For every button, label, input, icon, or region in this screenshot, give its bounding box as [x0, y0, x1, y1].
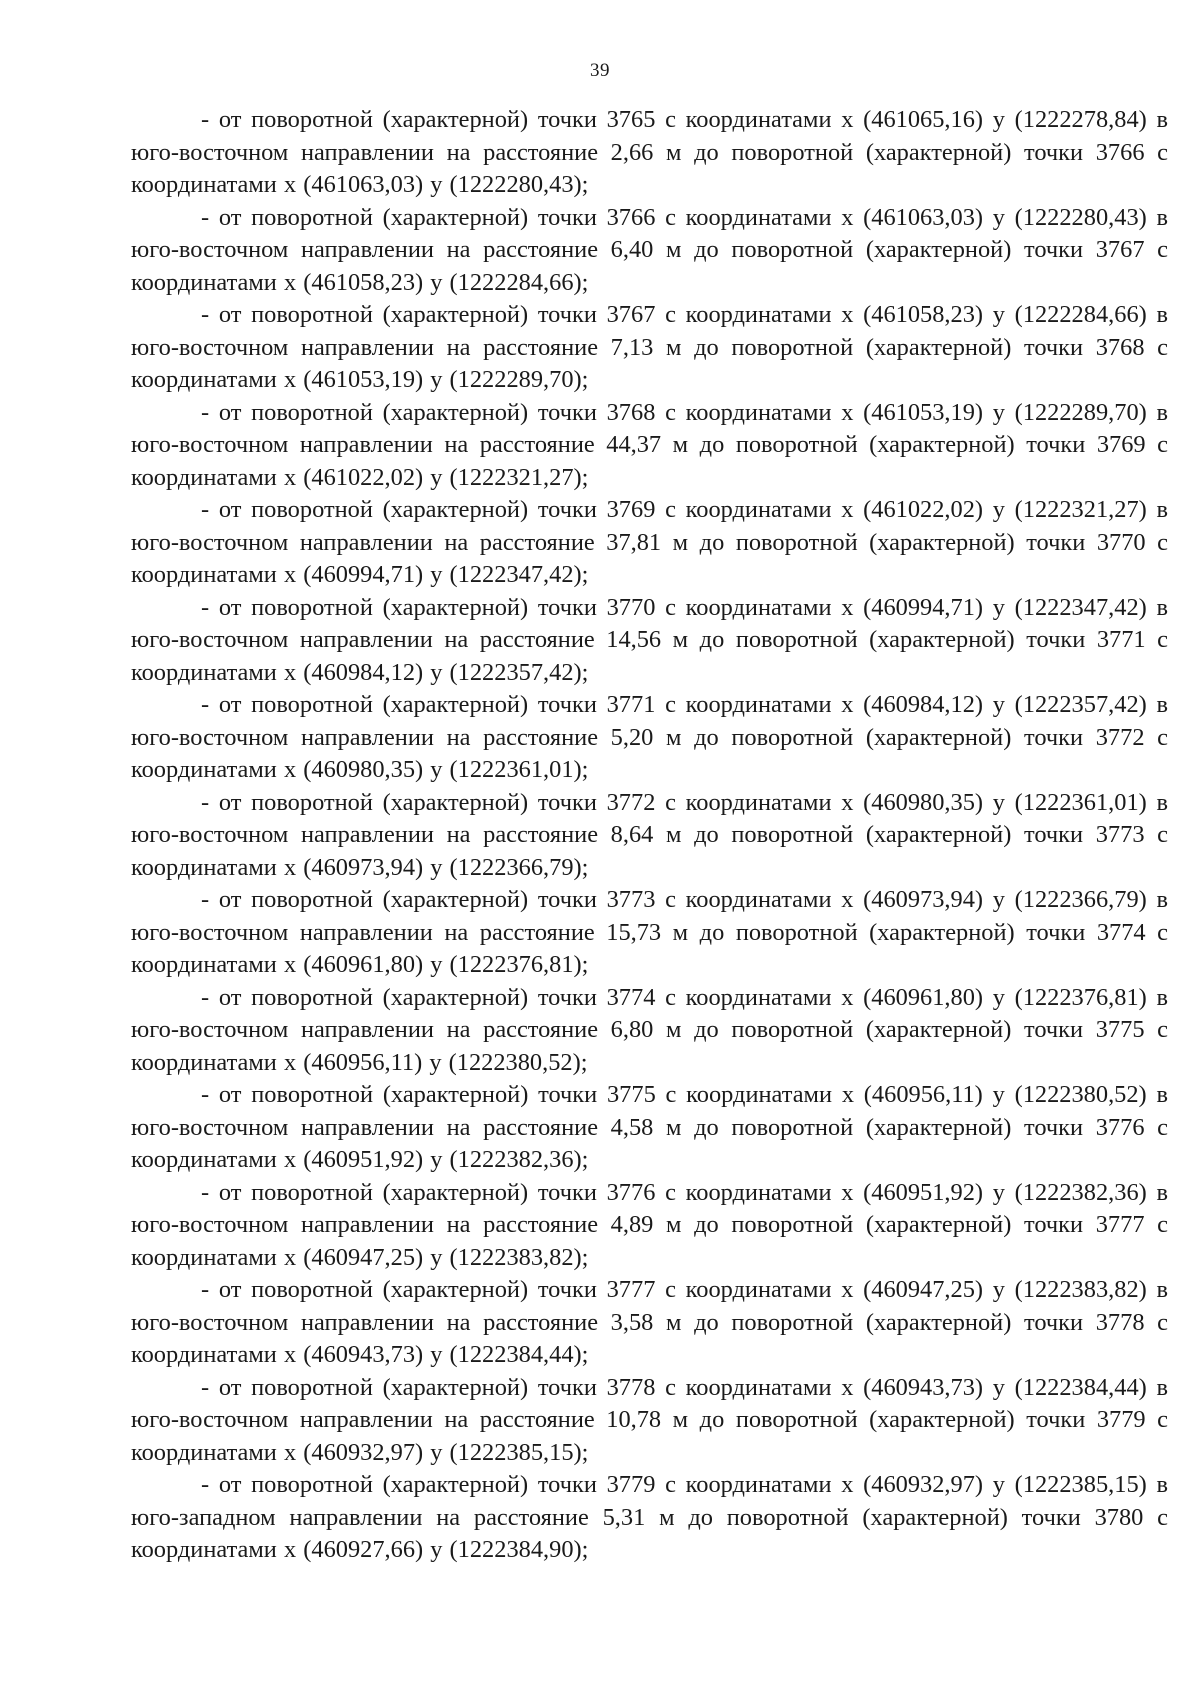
- paragraph: - от поворотной (характерной) точки 3771 с координатами х (460984,12) у (1222357,42) в юго-восточном направлении на расстояние 5,20 м до поворотной (характерной) точки 3772 с координатами х (460980,35) у (1222361,01);: [131, 691, 1168, 783]
- page-number: 39: [590, 60, 610, 81]
- paragraph: - от поворотной (характерной) точки 3765 с координатами х (461065,16) у (1222278,84) в юго-восточном направлении на расстояние 2,66 м до поворотной (характерной) точки 3766 с координатами х (461063,03) у (1222280,43);: [131, 106, 1168, 198]
- paragraph: - от поворотной (характерной) точки 3775 с координатами х (460956,11) у (1222380,52) в юго-восточном направлении на расстояние 4,58 м до поворотной (характерной) точки 3776 с координатами х (460951,92) у (1222382,36);: [131, 1081, 1168, 1173]
- paragraph: - от поворотной (характерной) точки 3772 с координатами х (460980,35) у (1222361,01) в юго-восточном направлении на расстояние 8,64 м до поворотной (характерной) точки 3773 с координатами х (460973,94) у (1222366,79);: [131, 788, 1168, 881]
- paragraph: - от поворотной (характерной) точки 3779 с координатами х (460932,97) у (1222385,15) в юго-западном направлении на расстояние 5,31 м до поворотной (характерной) точки 3780 с координатами х (460927,66) у (1222384,90);: [131, 1471, 1168, 1563]
- paragraph: - от поворотной (характерной) точки 3776 с координатами х (460951,92) у (1222382,36) в юго-восточном направлении на расстояние 4,89 м до поворотной (характерной) точки 3777 с координатами х (460947,25) у (1222383,82);: [131, 1178, 1168, 1271]
- paragraph: - от поворотной (характерной) точки 3766 с координатами х (461063,03) у (1222280,43) в юго-восточном направлении на расстояние 6,40 м до поворотной (характерной) точки 3767 с координатами х (461058,23) у (1222284,66);: [131, 203, 1168, 296]
- paragraph: - от поворотной (характерной) точки 3778 с координатами х (460943,73) у (1222384,44) в юго-восточном направлении на расстояние 10,78 м до поворотной (характерной) точки 3779 с координатами х (460932,97) у (1222385,15);: [131, 1373, 1168, 1466]
- paragraph: - от поворотной (характерной) точки 3774 с координатами х (460961,80) у (1222376,81) в юго-восточном направлении на расстояние 6,80 м до поворотной (характерной) точки 3775 с координатами х (460956,11) у (1222380,52);: [131, 983, 1168, 1076]
- document-body: [131, 104, 1168, 1567]
- paragraph: - от поворотной (характерной) точки 3773 с координатами х (460973,94) у (1222366,79) в юго-восточном направлении на расстояние 15,73 м до поворотной (характерной) точки 3774 с координатами х (460961,80) у (1222376,81);: [131, 886, 1168, 978]
- paragraph: - от поворотной (характерной) точки 3770 с координатами х (460994,71) у (1222347,42) в юго-восточном направлении на расстояние 14,56 м до поворотной (характерной) точки 3771 с координатами х (460984,12) у (1222357,42);: [131, 593, 1168, 686]
- paragraph: - от поворотной (характерной) точки 3767 с координатами х (461058,23) у (1222284,66) в юго-восточном направлении на расстояние 7,13 м до поворотной (характерной) точки 3768 с координатами х (461053,19) у (1222289,70);: [131, 301, 1168, 393]
- paragraph: - от поворотной (характерной) точки 3768 с координатами х (461053,19) у (1222289,70) в юго-восточном направлении на расстояние 44,37 м до поворотной (характерной) точки 3769 с координатами х (461022,02) у (1222321,27);: [131, 398, 1168, 491]
- paragraph: - от поворотной (характерной) точки 3769 с координатами х (461022,02) у (1222321,27) в юго-восточном направлении на расстояние 37,81 м до поворотной (характерной) точки 3770 с координатами х (460994,71) у (1222347,42);: [131, 496, 1168, 588]
- paragraph: - от поворотной (характерной) точки 3777 с координатами х (460947,25) у (1222383,82) в юго-восточном направлении на расстояние 3,58 м до поворотной (характерной) точки 3778 с координатами х (460943,73) у (1222384,44);: [131, 1276, 1168, 1368]
